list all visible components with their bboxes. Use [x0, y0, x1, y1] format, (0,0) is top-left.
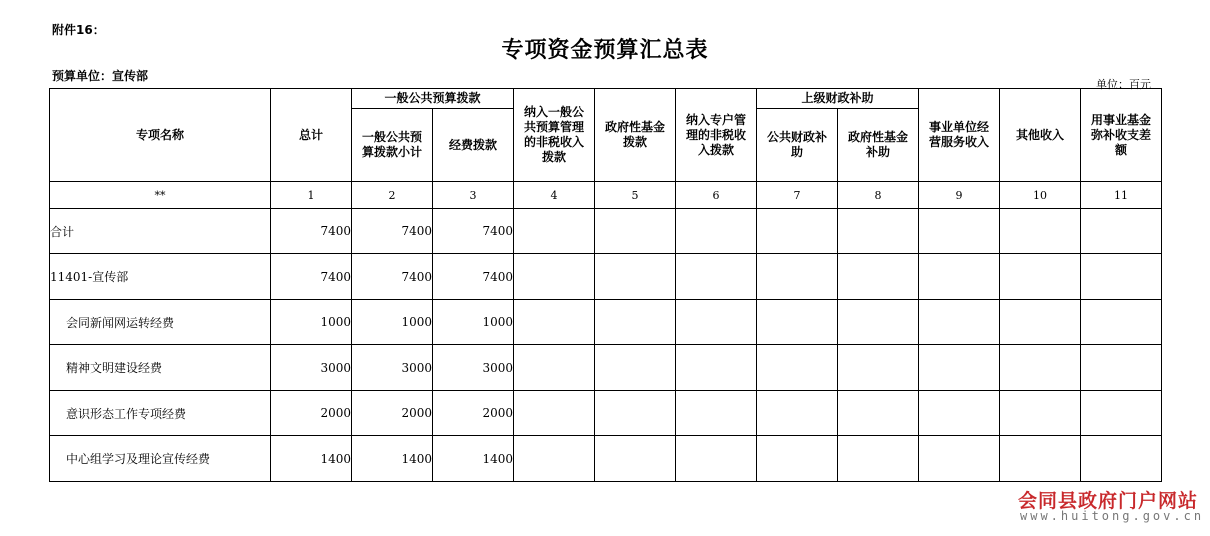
empty-cell [919, 300, 1000, 345]
empty-cell [1000, 391, 1081, 436]
index-row [50, 182, 1162, 209]
empty-cell [838, 345, 919, 391]
empty-cell [1000, 300, 1081, 345]
header-row-1 [50, 89, 1162, 109]
empty-cell [676, 300, 757, 345]
empty-cell [595, 300, 676, 345]
empty-cell [919, 345, 1000, 391]
index-cell: 6 [676, 182, 757, 209]
row-name: 中心组学习及理论宣传经费 [50, 436, 271, 482]
empty-cell [838, 300, 919, 345]
empty-cell [757, 391, 838, 436]
index-cell: 5 [595, 182, 676, 209]
row-total: 7400 [271, 209, 352, 254]
index-cell: 10 [1000, 182, 1081, 209]
index-cell: 11 [1081, 182, 1162, 209]
header-general-subtotal: 一般公共预算拨款小计 [352, 109, 433, 182]
index-cell: 3 [433, 182, 514, 209]
empty-cell [919, 209, 1000, 254]
empty-cell [757, 436, 838, 482]
table-row [50, 345, 1162, 391]
row-name: 合计 [50, 209, 271, 254]
row-total: 7400 [271, 254, 352, 300]
empty-cell [757, 300, 838, 345]
empty-cell [838, 391, 919, 436]
table-row [50, 391, 1162, 436]
row-name: 意识形态工作专项经费 [50, 391, 271, 436]
row-funding: 3000 [433, 345, 514, 391]
row-funding: 7400 [433, 254, 514, 300]
index-cell: 2 [352, 182, 433, 209]
empty-cell [838, 254, 919, 300]
empty-cell [595, 209, 676, 254]
empty-cell [1081, 300, 1162, 345]
money-unit-label: 单位：百元 [1096, 78, 1151, 91]
empty-cell [676, 391, 757, 436]
empty-cell [757, 345, 838, 391]
empty-cell [676, 345, 757, 391]
index-cell: 8 [838, 182, 919, 209]
empty-cell [595, 254, 676, 300]
row-subtotal: 1400 [352, 436, 433, 482]
page-title: 专项资金预算汇总表 [501, 38, 709, 63]
empty-cell [838, 436, 919, 482]
empty-cell [514, 345, 595, 391]
empty-cell [595, 345, 676, 391]
budget-summary-table [49, 88, 1162, 482]
empty-cell [1000, 209, 1081, 254]
empty-cell [1081, 209, 1162, 254]
header-general-group: 一般公共预算拨款 [352, 89, 514, 109]
attachment-label: 附件16： [52, 23, 105, 37]
row-total: 1000 [271, 300, 352, 345]
header-public-subsidy: 公共财政补助 [757, 109, 838, 182]
empty-cell [838, 209, 919, 254]
watermark-site-name: 会同县政府门户网站 [1018, 490, 1199, 512]
empty-cell [676, 254, 757, 300]
empty-cell [1000, 345, 1081, 391]
empty-cell [919, 254, 1000, 300]
empty-cell [1081, 345, 1162, 391]
index-cell: 4 [514, 182, 595, 209]
header-fund-subsidy: 政府性基金补助 [838, 109, 919, 182]
header-funding: 经费拨款 [433, 109, 514, 182]
index-cell: 7 [757, 182, 838, 209]
row-name: 精神文明建设经费 [50, 345, 271, 391]
header-business-income: 事业单位经营服务收入 [919, 89, 1000, 182]
row-total: 2000 [271, 391, 352, 436]
header-name: 专项名称 [50, 89, 271, 182]
row-subtotal: 7400 [352, 254, 433, 300]
empty-cell [514, 254, 595, 300]
header-nontax-special: 纳入专户管理的非税收入拨款 [676, 89, 757, 182]
budget-unit-label: 预算单位：宣传部 [52, 69, 149, 83]
empty-cell [1081, 254, 1162, 300]
empty-cell [676, 209, 757, 254]
empty-cell [676, 436, 757, 482]
table-row [50, 300, 1162, 345]
header-nontax-general: 纳入一般公共预算管理的非税收入拨款 [514, 89, 595, 182]
empty-cell [919, 436, 1000, 482]
index-cell: 9 [919, 182, 1000, 209]
empty-cell [757, 254, 838, 300]
header-fund-balance: 用事业基金弥补收支差额 [1081, 89, 1162, 182]
empty-cell [595, 391, 676, 436]
table-row [50, 436, 1162, 482]
header-other-income: 其他收入 [1000, 89, 1081, 182]
header-gov-fund: 政府性基金拨款 [595, 89, 676, 182]
empty-cell [514, 209, 595, 254]
row-subtotal: 7400 [352, 209, 433, 254]
row-funding: 1400 [433, 436, 514, 482]
empty-cell [514, 391, 595, 436]
index-cell: 1 [271, 182, 352, 209]
table-row [50, 254, 1162, 300]
empty-cell [1081, 436, 1162, 482]
row-subtotal: 3000 [352, 345, 433, 391]
row-funding: 1000 [433, 300, 514, 345]
row-name: 会同新闻网运转经费 [50, 300, 271, 345]
row-total: 3000 [271, 345, 352, 391]
empty-cell [919, 391, 1000, 436]
empty-cell [514, 300, 595, 345]
row-funding: 2000 [433, 391, 514, 436]
empty-cell [1000, 436, 1081, 482]
row-subtotal: 1000 [352, 300, 433, 345]
index-cell: ** [50, 182, 271, 209]
row-subtotal: 2000 [352, 391, 433, 436]
empty-cell [1081, 391, 1162, 436]
empty-cell [514, 436, 595, 482]
table-row [50, 209, 1162, 254]
watermark-url: www.huitong.gov.cn [1020, 509, 1205, 523]
row-name: 11401-宣传部 [50, 254, 271, 300]
header-total: 总计 [271, 89, 352, 182]
empty-cell [757, 209, 838, 254]
row-funding: 7400 [433, 209, 514, 254]
empty-cell [595, 436, 676, 482]
row-total: 1400 [271, 436, 352, 482]
header-superior-group: 上级财政补助 [757, 89, 919, 109]
empty-cell [1000, 254, 1081, 300]
